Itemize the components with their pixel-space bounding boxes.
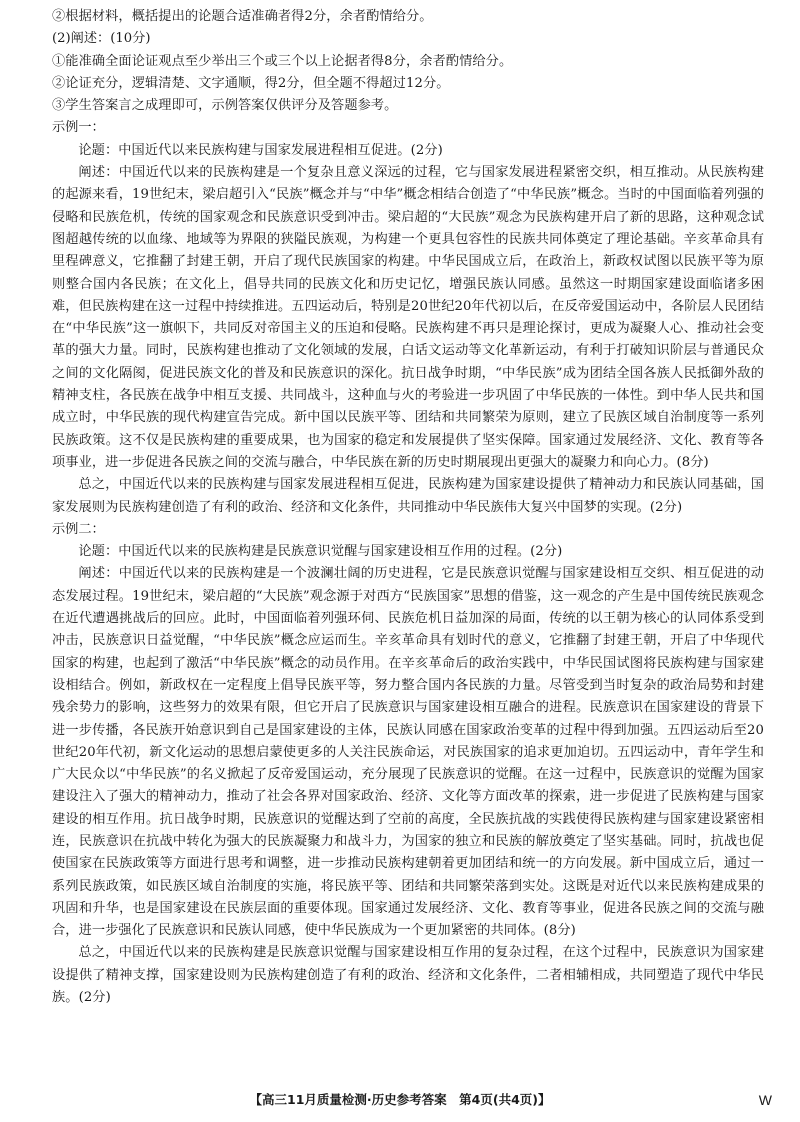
example-1-body: 阐述：中国近代以来的民族构建是一个复杂且意义深远的过程，它与国家发展进程紧密交织，相互推动。从民族构建的起源来看，19世纪末，梁启超引入“民族”概念并与“中华”概念相结合创造了“中华民族”概念。当时的中国面临着列强的侵略和民族危机，传统的国家观念和民族意识受到冲击。梁启超的“大民族”观念为民族构建开启了新的思路，这种观念试图超越传统的以血缘、地域等为界限的狭隘民族观，为构建一个更具包容性的民族共同体奠定了理论基础。辛亥革命具有里程碑意义，它推翻了封建王朝，开启了现代民族国家的构建。中华民国成立后，在政治上，新政权试图以民族平等为原则整合国内各民族；在文化上，倡导共同的民族文化和历史记忆，增强民族认同感。虽然这一时期国家建设面临诸多困难，但民族构建在这一过程中持续推进。五四运动后，特别是20世纪20年代初以后，在反帝爱国运动中，各阶层人民团结在“中华民族”这一旗帜下，共同反对帝国主义的压迫和侵略。民族构建不再只是理论探讨，更成为凝聚人心、推动社会变革的强大力量。同时，民族构建也推动了文化领域的发展，白话文运动等文化革新运动，有利于打破知识阶层与普通民众之间的文化隔阂，促进民族文化的普及和民族意识的深化。抗日战争时期，“中华民族”成为团结全国各族人民抵御外敌的精神支柱，各民族在战争中相互支援、共同战斗，这种血与火的考验进一步巩固了中华民族的一体性。到中华人民共和国成立时，中华民族的现代构建宣告完成。新中国以民族平等、团结和共同繁荣为原则，建立了民族区域自治制度等一系列民族政策。这不仅是民族构建的重要成果，也为国家的稳定和发展提供了坚实保障。国家通过发展经济、文化、教育等各项事业，进一步促进各民族之间的交流与融合，中华民族在新的历史时期展现出更强大的凝聚力和向心力。(8分) (52, 165, 764, 470)
example-2-thesis: 论题：中国近代以来的民族构建是民族意识觉醒与国家建设相互作用的过程。(2分) (78, 544, 563, 560)
rubric-rule-1: ①能准确全面论证观点至少举出三个或三个以上论据者得8分，余者酌情给分。 (52, 53, 513, 69)
footer-code: W (758, 1092, 772, 1108)
rubric-rule-2: ②论证充分，逻辑清楚、文字通顺，得2分，但全题不得超过12分。 (52, 75, 450, 91)
footer-text: 【高三11月质量检测·历史参考答案 第4页(共4页)】 (249, 1092, 551, 1107)
page-footer (0, 1089, 800, 1111)
example-1-thesis: 论题：中国近代以来民族构建与国家发展进程相互促进。(2分) (78, 142, 443, 158)
example-2-body: 阐述：中国近代以来的民族构建是一个波澜壮阔的历史进程，它是民族意识觉醒与国家建设相互交织、相互促进的动态发展过程。19世纪末，梁启超的“大民族”观念源于对西方“民族国家”思想的借鉴，这一观念的产生是中国传统民族观念在近代遭遇挑战后的回应。此时，中国面临着列强环伺、民族危机日益加深的局面，传统的以王朝为核心的认同体系受到冲击，民族意识日益觉醒，“中华民族”概念应运而生。辛亥革命具有划时代的意义，它推翻了封建王朝，开启了中华现代国家的构建，也起到了激活“中华民族”概念的动员作用。在辛亥革命后的政治实践中，中华民国试图将民族构建与国家建设相结合。例如，新政权在一定程度上倡导民族平等，努力整合国内各民族的力量。尽管受到当时复杂的政治局势和封建残余势力的影响，这些努力的效果有限，但它开启了民族意识与国家建设相互融合的进程。民族意识在国家建设的背景下进一步传播，各民族开始意识到自己是国家建设的主体，民族认同感在国家政治变革的过程中得到加强。五四运动后至20世纪20年代初，新文化运动的思想启蒙使更多的人关注民族命运，对民族国家的追求更加迫切。五四运动中，青年学生和广大民众以“中华民族”的名义掀起了反帝爱国运动，充分展现了民族意识的觉醒。在这一过程中，民族意识的觉醒为国家建设注入了强大的精神动力，推动了社会各界对国家政治、经济、文化等方面改革的探索，进一步促进了民族构建与国家建设的相互作用。抗日战争时期，民族意识的觉醒达到了空前的高度，全民族抗战的实践使得民族构建与国家建设紧密相连，民族意识在抗战中转化为强大的民族凝聚力和战斗力，为国家的独立和民族的解放奠定了坚实基础。同时，抗战也促使国家在民族政策等方面进行思考和调整，进一步推动民族构建朝着更加团结和统一的方向发展。新中国成立后，通过一系列民族政策，如民族区域自治制度的实施，将民族平等、团结和共同繁荣落到实处。这既是对近代以来民族构建成果的巩固和升华，也是国家建设在民族层面的重要体现。国家通过发展经济、文化、教育等事业，促进各民族之间的交流与融合，进一步强化了民族意识和民族认同感，使中华民族成为一个更加紧密的共同体。(8分) (52, 566, 764, 939)
answer-page (52, 6, 764, 1009)
example-2-conclusion: 总之，中国近代以来的民族构建是民族意识觉醒与国家建设相互作用的复杂过程，在这个过程中，民族意识为国家建设提供了精神支撑，国家建设则为民族构建创造了有利的政治、经济和文化条件，二者相辅相成，共同塑造了现代中华民族。(2分) (52, 945, 764, 1006)
example-1-conclusion: 总之，中国近代以来的民族构建与国家发展进程相互促进，民族构建为国家建设提供了精神动力和民族认同基础，国家发展则为民族构建创造了有利的政治、经济和文化条件，共同推动中华民族伟大复兴中国梦的实现。(2分) (52, 477, 764, 515)
rubric-item-2: ②根据材料，概括提出的论题合适准确者得2分，余者酌情给分。 (52, 9, 433, 24)
rubric-rule-3: ③学生答案言之成理即可，示例答案仅供评分及答题参考。 (52, 98, 398, 114)
elaboration-header: (2)阐述：(10分) (52, 31, 151, 47)
example-2-label: 示例二： (52, 521, 105, 537)
example-1-label: 示例一： (52, 120, 105, 136)
